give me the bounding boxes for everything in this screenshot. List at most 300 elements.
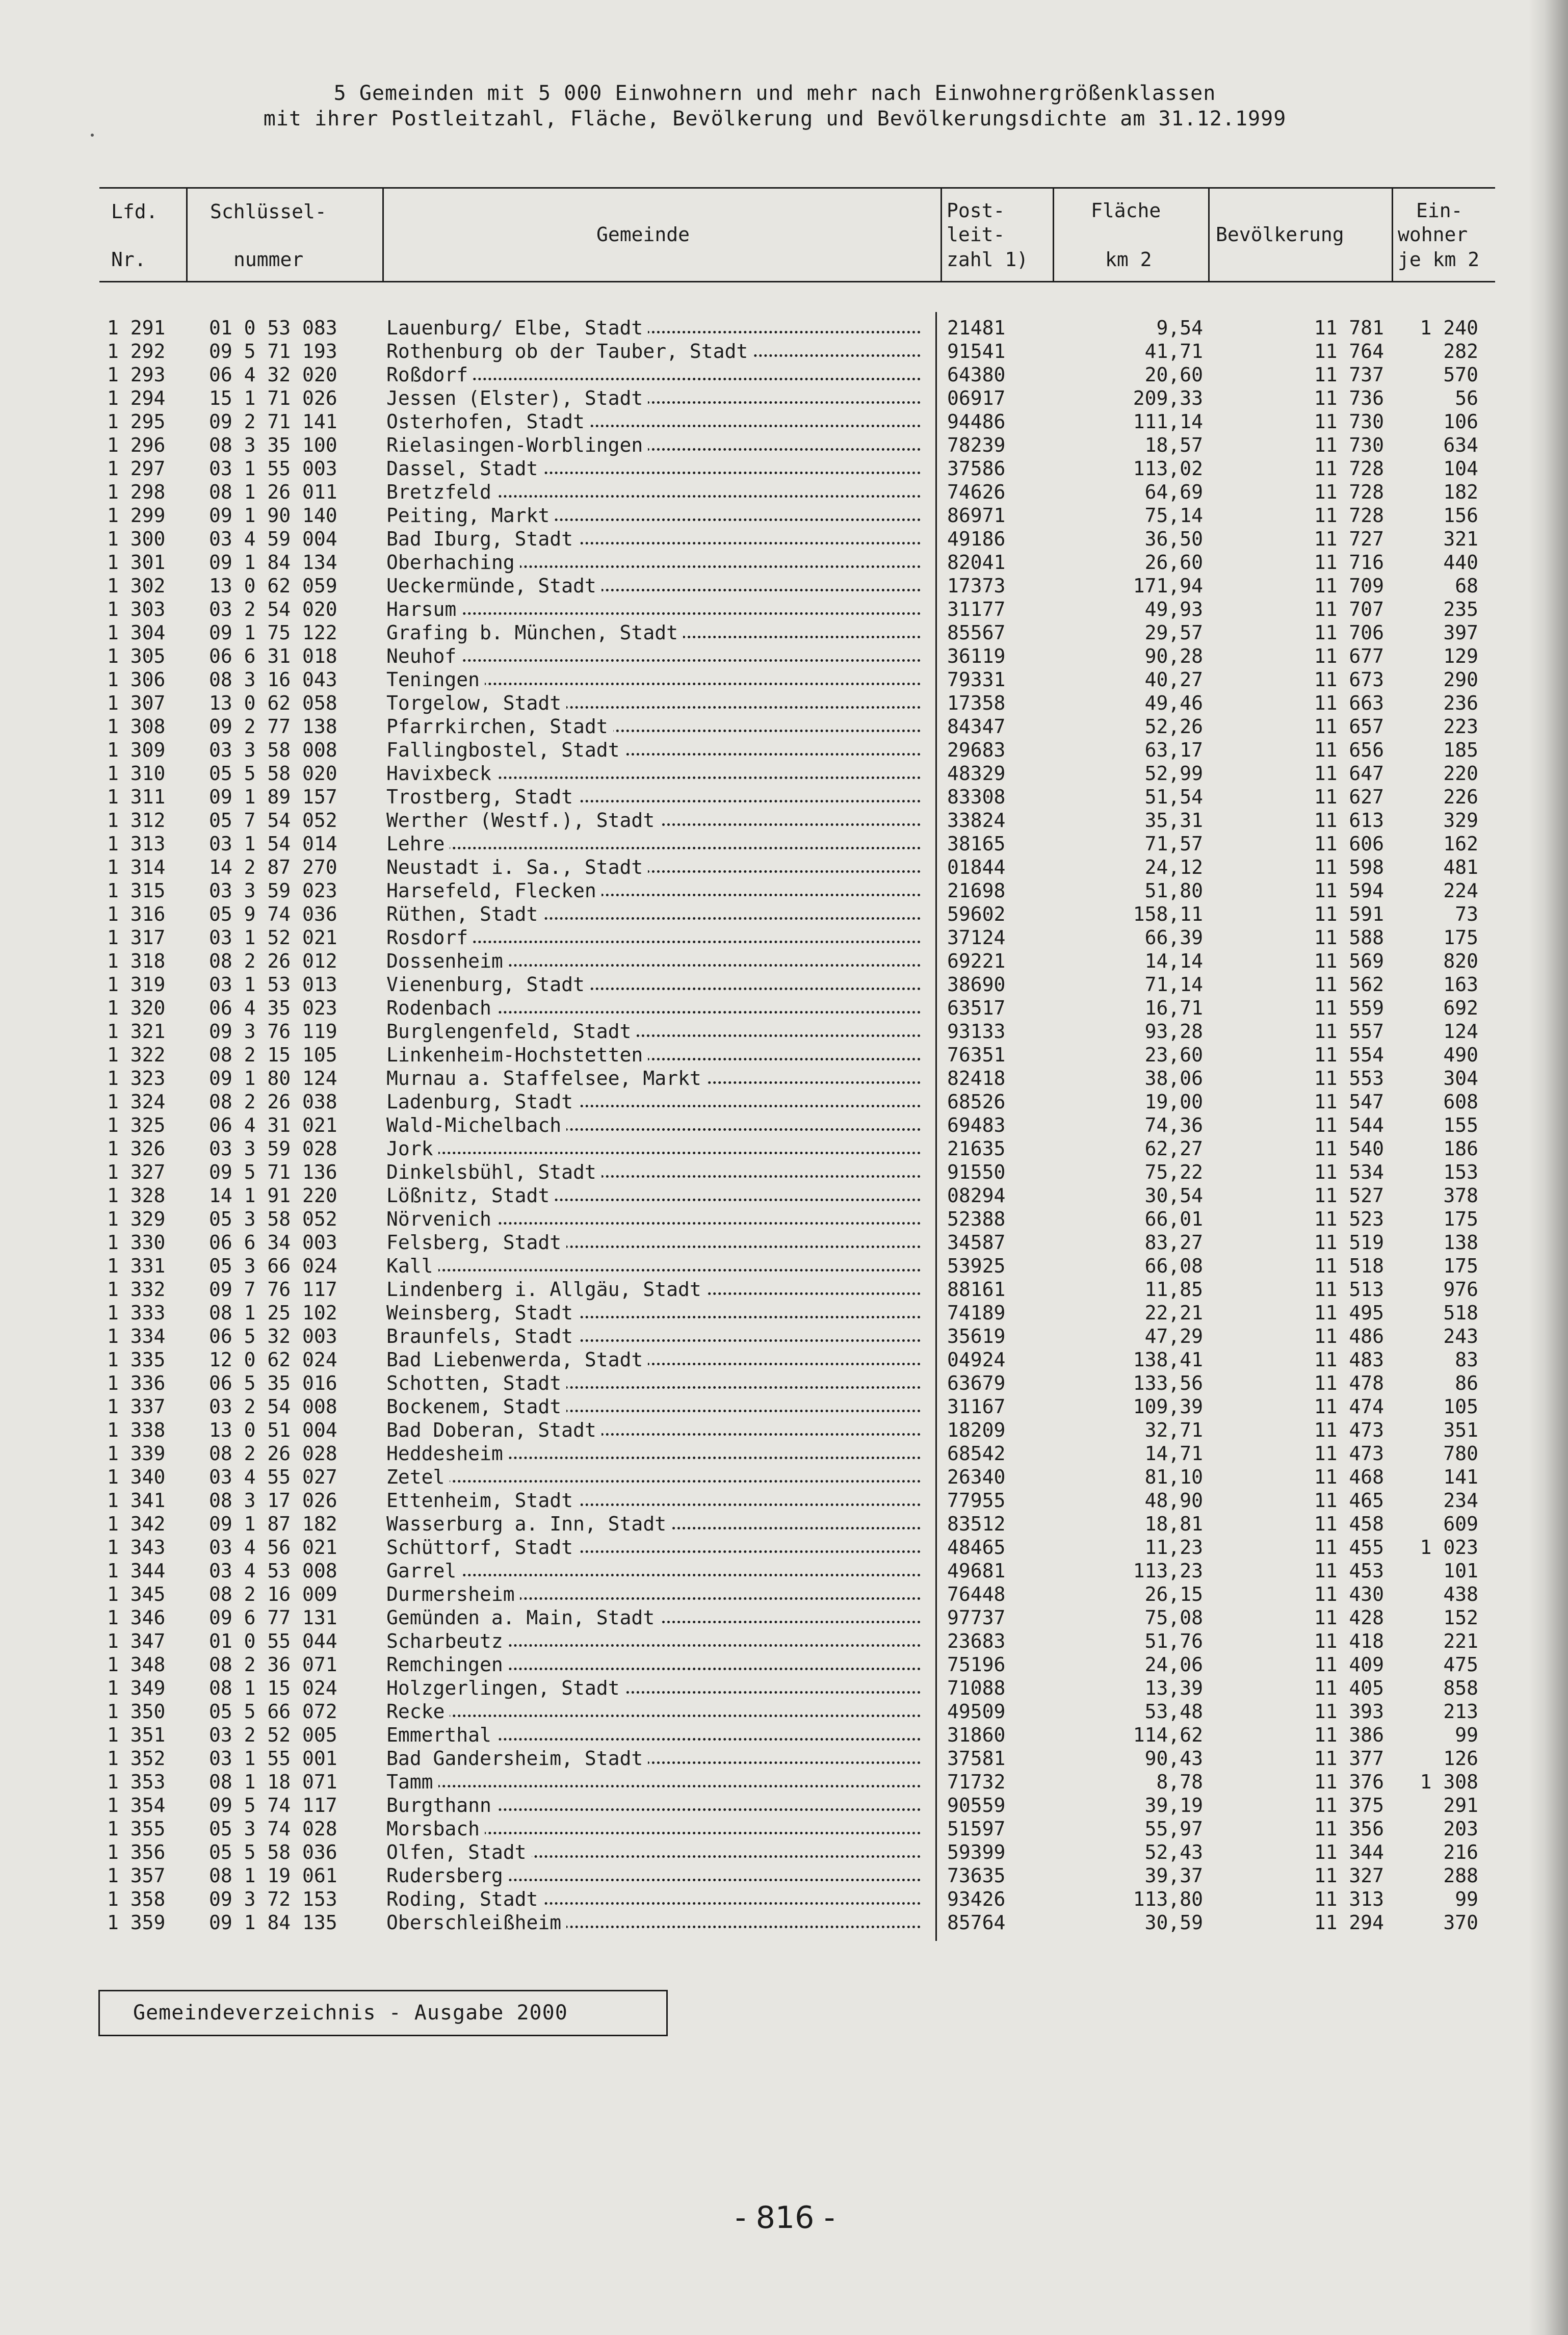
row-number: 1 303	[107, 598, 166, 620]
row-postcode: 31167	[947, 1395, 1006, 1418]
table-row	[0, 1043, 1568, 1067]
row-postcode: 83512	[947, 1513, 1006, 1535]
row-population: 11 737	[1314, 364, 1384, 386]
row-area: 18,81	[1144, 1513, 1203, 1535]
row-area: 171,94	[1133, 575, 1203, 597]
row-postcode: 76448	[947, 1583, 1006, 1605]
row-postcode: 78239	[947, 434, 1006, 456]
row-density: 99	[1455, 1724, 1478, 1746]
row-municipality: Wasserburg a. Inn, Stadt	[386, 1513, 671, 1535]
row-density: 481	[1443, 856, 1478, 878]
row-municipality-cell	[386, 691, 928, 715]
row-number: 1 327	[107, 1161, 166, 1183]
row-municipality-cell	[386, 1371, 928, 1395]
table-row	[0, 1278, 1568, 1301]
row-density: 126	[1443, 1747, 1478, 1770]
row-postcode: 68542	[947, 1442, 1006, 1465]
table-row	[0, 1020, 1568, 1043]
row-key: 09 1 89 157	[209, 786, 337, 808]
row-number: 1 339	[107, 1442, 166, 1465]
table-row	[0, 1325, 1568, 1348]
row-area: 75,22	[1144, 1161, 1203, 1183]
row-municipality-cell	[386, 738, 928, 762]
row-area: 18,57	[1144, 434, 1203, 456]
table-row	[0, 644, 1568, 668]
row-municipality: Trostberg, Stadt	[386, 786, 578, 808]
row-area: 53,48	[1144, 1700, 1203, 1723]
row-municipality: Tamm	[386, 1771, 438, 1793]
row-key: 09 1 87 182	[209, 1513, 337, 1535]
row-area: 26,15	[1144, 1583, 1203, 1605]
row-postcode: 49186	[947, 528, 1006, 550]
row-postcode: 63517	[947, 997, 1006, 1019]
row-municipality-cell	[386, 386, 928, 410]
table-row	[0, 1254, 1568, 1278]
row-number: 1 293	[107, 364, 166, 386]
header-wohner: wohner	[1398, 223, 1468, 246]
row-population: 11 313	[1314, 1888, 1384, 1910]
row-population: 11 455	[1314, 1536, 1384, 1559]
row-area: 30,59	[1144, 1911, 1203, 1934]
row-municipality: Peiting, Markt	[386, 504, 555, 527]
row-population: 11 409	[1314, 1653, 1384, 1676]
row-number: 1 329	[107, 1208, 166, 1230]
row-population: 11 656	[1314, 739, 1384, 761]
row-area: 113,80	[1133, 1888, 1203, 1910]
row-municipality: Vienenburg, Stadt	[386, 973, 590, 996]
row-population: 11 647	[1314, 762, 1384, 785]
row-population: 11 540	[1314, 1137, 1384, 1160]
header-bevoelkerung: Bevölkerung	[1216, 223, 1344, 246]
row-density: 99	[1455, 1888, 1478, 1910]
row-population: 11 606	[1314, 833, 1384, 855]
row-municipality: Durmersheim	[386, 1583, 520, 1605]
row-key: 05 5 58 020	[209, 762, 337, 785]
row-municipality-cell	[386, 1090, 928, 1113]
table-row	[0, 832, 1568, 855]
table-row	[0, 1442, 1568, 1465]
row-municipality: Osterhofen, Stadt	[386, 410, 590, 433]
row-area: 49,93	[1144, 598, 1203, 620]
row-number: 1 328	[107, 1184, 166, 1207]
row-key: 06 4 35 023	[209, 997, 337, 1019]
row-density: 175	[1443, 1208, 1478, 1230]
row-number: 1 334	[107, 1325, 166, 1347]
row-postcode: 38165	[947, 833, 1006, 855]
row-number: 1 337	[107, 1395, 166, 1418]
row-area: 109,39	[1133, 1395, 1203, 1418]
table-row	[0, 574, 1568, 598]
table-row	[0, 1864, 1568, 1887]
row-area: 20,60	[1144, 364, 1203, 386]
row-number: 1 355	[107, 1818, 166, 1840]
row-area: 35,31	[1144, 809, 1203, 832]
row-key: 09 5 74 117	[209, 1794, 337, 1817]
row-municipality: Remchingen	[386, 1653, 508, 1676]
row-density: 175	[1443, 926, 1478, 949]
row-number: 1 309	[107, 739, 166, 761]
row-key: 08 2 36 071	[209, 1653, 337, 1676]
row-population: 11 518	[1314, 1255, 1384, 1277]
row-area: 47,29	[1144, 1325, 1203, 1347]
row-density: 1 023	[1420, 1536, 1478, 1559]
row-density: 221	[1443, 1630, 1478, 1652]
row-number: 1 311	[107, 786, 166, 808]
row-density: 321	[1443, 528, 1478, 550]
table-row	[0, 386, 1568, 410]
row-municipality: Ladenburg, Stadt	[386, 1091, 578, 1113]
page-title	[71, 81, 1478, 132]
table-row	[0, 762, 1568, 785]
row-area: 66,01	[1144, 1208, 1203, 1230]
row-municipality: Dassel, Stadt	[386, 457, 543, 480]
row-municipality-cell	[386, 1489, 928, 1512]
row-municipality: Bad Gandersheim, Stadt	[386, 1747, 648, 1770]
row-density: 490	[1443, 1044, 1478, 1066]
row-municipality: Gemünden a. Main, Stadt	[386, 1606, 660, 1629]
row-number: 1 325	[107, 1114, 166, 1136]
row-area: 22,21	[1144, 1302, 1203, 1324]
row-number: 1 338	[107, 1419, 166, 1441]
header-divider	[1208, 187, 1210, 282]
row-number: 1 352	[107, 1747, 166, 1770]
row-municipality: Holzgerlingen, Stadt	[386, 1677, 625, 1699]
table-row	[0, 527, 1568, 551]
row-municipality-cell	[386, 973, 928, 996]
row-density: 234	[1443, 1489, 1478, 1512]
row-municipality-cell	[386, 949, 928, 973]
row-key: 09 1 84 135	[209, 1911, 337, 1934]
row-density: 288	[1443, 1864, 1478, 1887]
row-municipality: Grafing b. München, Stadt	[386, 621, 683, 644]
row-area: 138,41	[1133, 1348, 1203, 1371]
row-density: 1 308	[1420, 1771, 1478, 1793]
row-area: 114,62	[1133, 1724, 1203, 1746]
row-postcode: 01844	[947, 856, 1006, 878]
row-density: 634	[1443, 434, 1478, 456]
row-density: 129	[1443, 645, 1478, 667]
data-table-body	[0, 316, 1568, 1934]
scan-speck	[91, 134, 94, 137]
row-number: 1 349	[107, 1677, 166, 1699]
row-municipality-cell	[386, 926, 928, 949]
row-number: 1 358	[107, 1888, 166, 1910]
row-municipality: Fallingbostel, Stadt	[386, 739, 625, 761]
row-key: 03 3 59 028	[209, 1137, 337, 1160]
row-municipality: Lößnitz, Stadt	[386, 1184, 555, 1207]
row-municipality: Burgthann	[386, 1794, 496, 1817]
row-municipality-cell	[386, 1301, 928, 1325]
table-row	[0, 1090, 1568, 1113]
row-area: 158,11	[1133, 903, 1203, 925]
row-area: 75,08	[1144, 1606, 1203, 1629]
row-key: 08 3 17 026	[209, 1489, 337, 1512]
row-area: 83,27	[1144, 1231, 1203, 1254]
row-density: 68	[1455, 575, 1478, 597]
row-postcode: 63679	[947, 1372, 1006, 1394]
row-number: 1 341	[107, 1489, 166, 1512]
row-number: 1 326	[107, 1137, 166, 1160]
row-area: 52,99	[1144, 762, 1203, 785]
row-population: 11 781	[1314, 317, 1384, 339]
row-density: 290	[1443, 668, 1478, 691]
row-density: 106	[1443, 410, 1478, 433]
row-area: 209,33	[1133, 387, 1203, 409]
row-municipality-cell	[386, 1207, 928, 1231]
row-postcode: 06917	[947, 387, 1006, 409]
row-density: 56	[1455, 387, 1478, 409]
row-area: 90,28	[1144, 645, 1203, 667]
row-population: 11 523	[1314, 1208, 1384, 1230]
table-row	[0, 1629, 1568, 1653]
row-density: 243	[1443, 1325, 1478, 1347]
row-key: 03 1 55 003	[209, 457, 337, 480]
row-population: 11 554	[1314, 1044, 1384, 1066]
row-population: 11 418	[1314, 1630, 1384, 1652]
row-key: 06 5 32 003	[209, 1325, 337, 1347]
row-number: 1 333	[107, 1302, 166, 1324]
row-key: 03 4 53 008	[209, 1560, 337, 1582]
row-area: 11,85	[1144, 1278, 1203, 1301]
row-key: 09 5 71 193	[209, 340, 337, 362]
row-municipality-cell	[386, 996, 928, 1020]
row-municipality-cell	[386, 1512, 928, 1536]
row-density: 858	[1443, 1677, 1478, 1699]
row-key: 13 0 62 059	[209, 575, 337, 597]
row-postcode: 08294	[947, 1184, 1006, 1207]
row-key: 08 2 16 009	[209, 1583, 337, 1605]
row-postcode: 51597	[947, 1818, 1006, 1840]
row-number: 1 342	[107, 1513, 166, 1535]
row-number: 1 308	[107, 715, 166, 738]
row-key: 09 3 72 153	[209, 1888, 337, 1910]
row-area: 51,80	[1144, 879, 1203, 902]
row-postcode: 17358	[947, 692, 1006, 714]
row-density: 186	[1443, 1137, 1478, 1160]
row-density: 185	[1443, 739, 1478, 761]
table-row	[0, 715, 1568, 738]
table-row	[0, 1887, 1568, 1911]
row-number: 1 359	[107, 1911, 166, 1934]
row-density: 235	[1443, 598, 1478, 620]
row-area: 51,54	[1144, 786, 1203, 808]
row-municipality: Braunfels, Stadt	[386, 1325, 578, 1347]
row-population: 11 428	[1314, 1606, 1384, 1629]
row-postcode: 29683	[947, 739, 1006, 761]
row-density: 203	[1443, 1818, 1478, 1840]
table-row	[0, 363, 1568, 386]
row-density: 570	[1443, 364, 1478, 386]
row-number: 1 299	[107, 504, 166, 527]
row-area: 19,00	[1144, 1091, 1203, 1113]
header-divider	[382, 187, 384, 282]
row-area: 74,36	[1144, 1114, 1203, 1136]
row-key: 08 2 15 105	[209, 1044, 337, 1066]
row-municipality: Linkenheim-Hochstetten	[386, 1044, 648, 1066]
row-municipality: Heddesheim	[386, 1442, 508, 1465]
table-row	[0, 1794, 1568, 1817]
row-number: 1 301	[107, 551, 166, 574]
row-key: 05 9 74 036	[209, 903, 337, 925]
row-municipality: Murnau a. Staffelsee, Markt	[386, 1067, 707, 1089]
row-key: 08 1 15 024	[209, 1677, 337, 1699]
row-population: 11 513	[1314, 1278, 1384, 1301]
table-row	[0, 879, 1568, 902]
row-area: 9,54	[1156, 317, 1203, 339]
row-municipality-cell	[386, 1559, 928, 1582]
row-municipality-cell	[386, 1254, 928, 1278]
row-number: 1 347	[107, 1630, 166, 1652]
row-area: 111,14	[1133, 410, 1203, 433]
row-number: 1 297	[107, 457, 166, 480]
row-key: 03 2 54 008	[209, 1395, 337, 1418]
header-je-km2: je km 2	[1398, 248, 1480, 271]
table-row	[0, 504, 1568, 527]
row-municipality-cell	[386, 1864, 928, 1887]
row-population: 11 728	[1314, 481, 1384, 503]
row-population: 11 569	[1314, 950, 1384, 972]
row-municipality: Rothenburg ob der Tauber, Stadt	[386, 340, 753, 362]
row-area: 13,39	[1144, 1677, 1203, 1699]
table-row	[0, 1160, 1568, 1184]
row-area: 14,71	[1144, 1442, 1203, 1465]
row-municipality-cell	[386, 1817, 928, 1840]
row-number: 1 317	[107, 926, 166, 949]
row-number: 1 340	[107, 1466, 166, 1488]
row-population: 11 588	[1314, 926, 1384, 949]
row-number: 1 344	[107, 1560, 166, 1582]
row-postcode: 93133	[947, 1020, 1006, 1043]
header-zahl: zahl 1)	[947, 248, 1029, 271]
row-municipality: Garrel	[386, 1560, 461, 1582]
row-postcode: 82041	[947, 551, 1006, 574]
row-municipality-cell	[386, 551, 928, 574]
row-population: 11 663	[1314, 692, 1384, 714]
row-population: 11 405	[1314, 1677, 1384, 1699]
row-population: 11 473	[1314, 1442, 1384, 1465]
row-municipality: Neustadt i. Sa., Stadt	[386, 856, 648, 878]
row-municipality: Bad Doberan, Stadt	[386, 1419, 602, 1441]
row-postcode: 37581	[947, 1747, 1006, 1770]
row-population: 11 473	[1314, 1419, 1384, 1441]
row-population: 11 736	[1314, 387, 1384, 409]
row-municipality-cell	[386, 480, 928, 504]
row-municipality: Ettenheim, Stadt	[386, 1489, 578, 1512]
row-density: 175	[1443, 1255, 1478, 1277]
row-density: 438	[1443, 1583, 1478, 1605]
row-municipality-cell	[386, 1020, 928, 1043]
row-key: 03 1 53 013	[209, 973, 337, 996]
row-postcode: 74189	[947, 1302, 1006, 1324]
row-population: 11 730	[1314, 410, 1384, 433]
row-key: 14 2 87 270	[209, 856, 337, 878]
row-municipality-cell	[386, 809, 928, 832]
row-key: 09 7 76 117	[209, 1278, 337, 1301]
row-municipality: Havixbeck	[386, 762, 496, 785]
row-postcode: 76351	[947, 1044, 1006, 1066]
row-municipality: Neuhof	[386, 645, 461, 667]
row-key: 09 1 80 124	[209, 1067, 337, 1089]
row-key: 05 3 66 024	[209, 1255, 337, 1277]
row-municipality: Lehre	[386, 833, 450, 855]
row-municipality-cell	[386, 1723, 928, 1747]
row-density: 291	[1443, 1794, 1478, 1817]
row-density: 1 240	[1420, 317, 1478, 339]
row-municipality: Wald-Michelbach	[386, 1114, 566, 1136]
table-row	[0, 1817, 1568, 1840]
row-population: 11 709	[1314, 575, 1384, 597]
row-population: 11 294	[1314, 1911, 1384, 1934]
row-municipality-cell	[386, 1278, 928, 1301]
row-area: 23,60	[1144, 1044, 1203, 1066]
row-number: 1 322	[107, 1044, 166, 1066]
row-postcode: 71088	[947, 1677, 1006, 1699]
row-postcode: 49509	[947, 1700, 1006, 1723]
footer-edition-box: Gemeindeverzeichnis - Ausgabe 2000	[98, 1990, 668, 2036]
row-key: 12 0 62 024	[209, 1348, 337, 1371]
table-row	[0, 1301, 1568, 1325]
row-key: 09 1 84 134	[209, 551, 337, 574]
row-density: 780	[1443, 1442, 1478, 1465]
row-municipality: Roding, Stadt	[386, 1888, 543, 1910]
row-key: 06 6 34 003	[209, 1231, 337, 1254]
row-population: 11 728	[1314, 504, 1384, 527]
row-key: 03 4 55 027	[209, 1466, 337, 1488]
row-municipality-cell	[386, 832, 928, 855]
row-postcode: 59602	[947, 903, 1006, 925]
row-density: 220	[1443, 762, 1478, 785]
row-key: 03 1 54 014	[209, 833, 337, 855]
row-municipality: Oberschleißheim	[386, 1911, 566, 1934]
title-line-2: mit ihrer Postleitzahl, Fläche, Bevölkerung und Bevölkerungsdichte am 31.12.1999	[263, 107, 1287, 131]
row-area: 29,57	[1144, 621, 1203, 644]
table-row	[0, 1137, 1568, 1160]
row-municipality: Rodenbach	[386, 997, 496, 1019]
row-municipality-cell	[386, 1465, 928, 1489]
row-key: 06 4 32 020	[209, 364, 337, 386]
row-key: 09 1 90 140	[209, 504, 337, 527]
row-number: 1 298	[107, 481, 166, 503]
row-municipality-cell	[386, 715, 928, 738]
row-key: 03 1 55 001	[209, 1747, 337, 1770]
row-municipality-cell	[386, 1184, 928, 1207]
row-municipality-cell	[386, 785, 928, 809]
row-municipality-cell	[386, 316, 928, 340]
row-key: 14 1 91 220	[209, 1184, 337, 1207]
row-postcode: 21698	[947, 879, 1006, 902]
table-row	[0, 1840, 1568, 1864]
row-municipality-cell	[386, 1113, 928, 1137]
row-area: 24,06	[1144, 1653, 1203, 1676]
header-flaeche: Fläche	[1091, 199, 1161, 222]
row-key: 03 4 56 021	[209, 1536, 337, 1559]
row-area: 39,19	[1144, 1794, 1203, 1817]
row-municipality: Bockenem, Stadt	[386, 1395, 566, 1418]
row-municipality: Scharbeutz	[386, 1630, 508, 1652]
row-postcode: 17373	[947, 575, 1006, 597]
title-line-1: 5 Gemeinden mit 5 000 Einwohnern und mehr nach Einwohnergrößenklassen	[333, 82, 1216, 105]
table-row	[0, 1676, 1568, 1700]
row-postcode: 69483	[947, 1114, 1006, 1136]
row-municipality: Lindenberg i. Allgäu, Stadt	[386, 1278, 707, 1301]
row-municipality: Pfarrkirchen, Stadt	[386, 715, 613, 738]
row-density: 224	[1443, 879, 1478, 902]
row-municipality: Rüthen, Stadt	[386, 903, 543, 925]
row-municipality-cell	[386, 1770, 928, 1794]
row-municipality-cell	[386, 1395, 928, 1418]
row-number: 1 323	[107, 1067, 166, 1089]
row-density: 378	[1443, 1184, 1478, 1207]
